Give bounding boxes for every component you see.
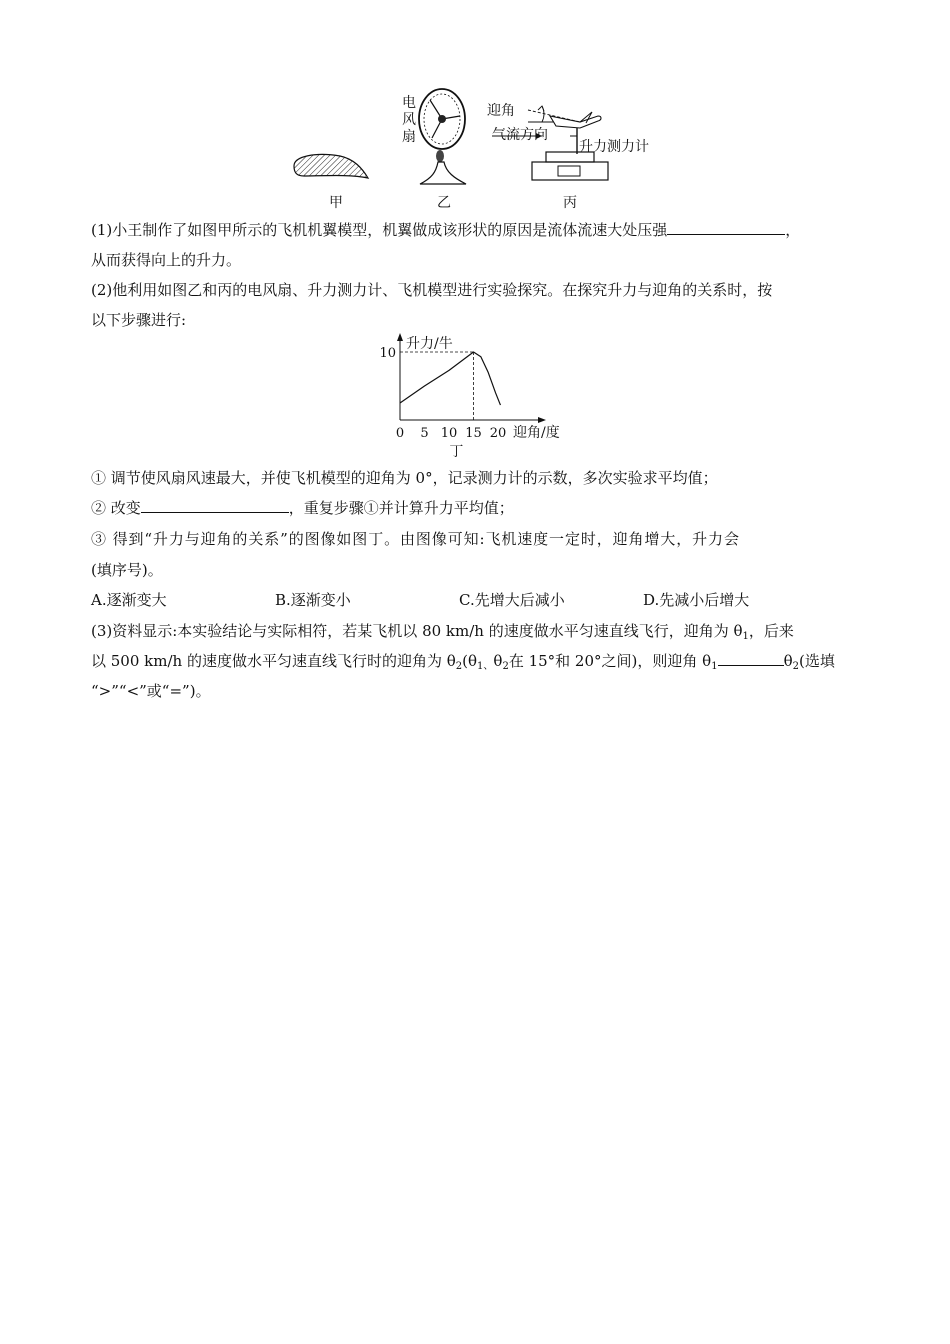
fan-label [402,95,416,146]
q2-line2: 以下步骤进行: [91,311,187,329]
q1-line1 [91,220,800,240]
figure-caption-yi: 乙 [437,195,451,211]
y-axis-label: 升力/牛 [406,336,453,352]
q2-step3-line1: ③ 得到“升力与迎角的关系”的图像如图丁。由图像可知:飞机速度一定时，迎角增大，升力会 [91,530,740,548]
q3-line1 [91,621,794,647]
q3-text: ，后来 [748,622,794,640]
angle-label: 迎角 [487,103,515,119]
q2-step2 [91,498,514,518]
q3-text: (选填 [798,652,835,670]
q2-step2-text-end: ，重复步骤①并计算升力平均值； [288,499,514,517]
q3-text: θ [783,652,793,670]
fan-label-char: 电 [402,95,416,111]
x-tick-label: 15 [465,426,482,441]
fan-label-char: 扇 [402,129,416,145]
q3-subscript: 1 [711,661,718,672]
x-tick-label: 5 [420,426,429,441]
electric-fan-figure [419,89,466,184]
q3-text: 以 500 km/h 的速度做水平匀速直线飞行时的迎角为 θ [91,652,456,670]
option-b[interactable]: B.逐渐变小 [275,591,351,609]
x-axis-arrow [538,417,546,423]
q3-text: 在 15°和 20°之间)，则迎角 θ [508,652,712,670]
q1-punct: ， [785,221,801,239]
q1-answer-blank[interactable] [667,220,785,235]
x-tick-label: 10 [440,426,458,441]
figure-caption-jia: 甲 [329,195,343,211]
lift-curve [400,352,500,405]
y-axis-arrow [397,333,403,341]
q3-line3: “>”“<”或“=”)。 [91,682,211,700]
q3-subscript: 1、 [477,661,494,672]
lift-meter-label: 升力测力计 [579,139,649,155]
q2-step3-line2: (填序号)。 [91,561,163,579]
airflow-label: 气流方向 [492,127,548,143]
q2-step2-answer-blank[interactable] [141,498,289,513]
x-tick-label: 20 [489,426,507,441]
figure-caption-bing: 丙 [563,195,577,211]
q1-line2: 从而获得向上的升力。 [91,251,242,269]
lift-angle-chart [370,332,580,458]
chart-caption: 丁 [449,444,464,458]
q2-line1: (2)他利用如图乙和丙的电风扇、升力测力计、飞机模型进行实验探究。在探究升力与迎角的关系时，按 [91,281,773,299]
q3-text: (θ [462,652,478,670]
q2-step1: ① 调节使风扇风速最大，并使飞机模型的迎角为 0°，记录测力计的示数，多次实验求平均值； [91,469,718,487]
q3-answer-blank[interactable] [718,651,784,666]
fan-label-char: 风 [402,112,416,128]
q3-subscript: 2 [792,661,799,672]
q3-subscript: 1 [742,631,749,642]
y-tick-label: 10 [379,346,396,361]
q3-subscript: 2 [502,661,509,672]
option-a[interactable]: A.逐渐变大 [91,591,167,609]
q3-text: (3)资料显示:本实验结论与实际相符，若某飞机以 80 km/h 的速度做水平匀速直线飞行，迎角为 θ [91,622,743,640]
q3-text: θ [493,652,503,670]
option-d[interactable]: D.先减小后增大 [643,591,750,609]
q2-step2-text: ② 改变 [91,499,141,517]
q1-text: (1)小王制作了如图甲所示的飞机机翼模型，机翼做成该形状的原因是流体流速大处压强 [91,221,668,239]
wing-model-figure [294,154,368,178]
option-c[interactable]: C.先增大后减小 [459,591,565,609]
x-tick-label: 0 [395,426,405,441]
x-axis-label: 迎角/度 [513,425,560,441]
q3-line2 [91,651,835,677]
q3-subscript: 2 [455,661,463,672]
